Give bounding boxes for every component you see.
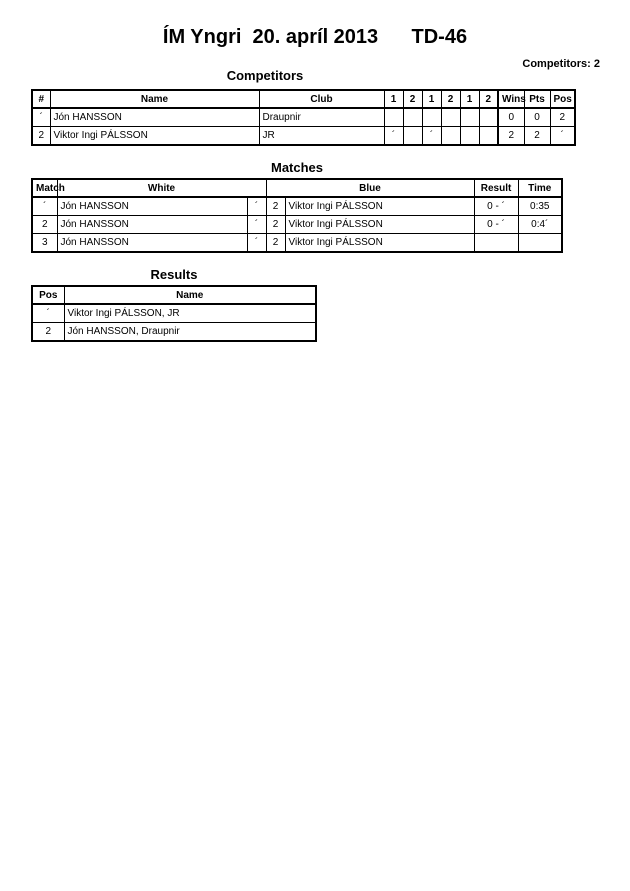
competitor-pts: 0 xyxy=(524,108,550,127)
col-round: 2 xyxy=(479,90,498,108)
competitor-name: Jón HANSSON xyxy=(50,108,259,127)
white-num: ´ xyxy=(247,216,266,234)
result-name: Jón HANSSON, Draupnir xyxy=(64,323,316,342)
blue-num: 2 xyxy=(266,197,285,216)
col-name: Name xyxy=(64,286,316,304)
match-time: 0:4´ xyxy=(518,216,562,234)
round-cell xyxy=(460,127,479,146)
white-num: ´ xyxy=(247,234,266,253)
round-cell xyxy=(403,108,422,127)
matches-header-row xyxy=(32,179,562,197)
round-cell xyxy=(479,108,498,127)
competitor-num: 2 xyxy=(32,127,50,146)
col-round: 1 xyxy=(384,90,403,108)
match-num: 3 xyxy=(32,234,57,253)
col-club: Club xyxy=(259,90,384,108)
col-blue: Blue xyxy=(266,179,474,197)
competitor-num: ´ xyxy=(32,108,50,127)
col-match: Match xyxy=(32,179,57,197)
table-row xyxy=(32,304,316,323)
round-cell xyxy=(441,127,460,146)
match-time xyxy=(518,234,562,253)
results-header-row xyxy=(32,286,316,304)
white-num: ´ xyxy=(247,197,266,216)
blue-name: Viktor Ingi PÁLSSON xyxy=(285,197,474,216)
col-pos: Pos xyxy=(32,286,64,304)
col-round: 2 xyxy=(403,90,422,108)
match-result: 0 - ´ xyxy=(474,197,518,216)
white-name: Jón HANSSON xyxy=(57,216,247,234)
blue-name: Viktor Ingi PÁLSSON xyxy=(285,216,474,234)
round-cell xyxy=(403,127,422,146)
round-cell xyxy=(479,127,498,146)
col-result: Result xyxy=(474,179,518,197)
competitors-count: Competitors: 2 xyxy=(522,58,600,70)
competitor-club: JR xyxy=(259,127,384,146)
competitor-wins: 0 xyxy=(498,108,524,127)
round-cell: ´ xyxy=(384,127,403,146)
round-cell xyxy=(441,108,460,127)
col-pos: Pos xyxy=(550,90,575,108)
competitors-table xyxy=(31,89,576,146)
col-time: Time xyxy=(518,179,562,197)
page-title: ÍM Yngri 20. apríl 2013 TD-46 xyxy=(162,26,468,48)
col-round: 2 xyxy=(441,90,460,108)
white-name: Jón HANSSON xyxy=(57,234,247,253)
match-result xyxy=(474,234,518,253)
col-round: 1 xyxy=(422,90,441,108)
competitors-heading: Competitors xyxy=(226,68,304,83)
matches-heading: Matches xyxy=(270,160,324,175)
competitor-pts: 2 xyxy=(524,127,550,146)
results-heading: Results xyxy=(150,267,198,282)
col-round: 1 xyxy=(460,90,479,108)
match-time: 0:35 xyxy=(518,197,562,216)
white-name: Jón HANSSON xyxy=(57,197,247,216)
blue-name: Viktor Ingi PÁLSSON xyxy=(285,234,474,253)
table-row xyxy=(32,234,562,253)
table-row xyxy=(32,108,575,127)
table-row xyxy=(32,127,575,146)
blue-num: 2 xyxy=(266,216,285,234)
table-row xyxy=(32,323,316,342)
col-wins: Wins xyxy=(498,90,524,108)
round-cell xyxy=(384,108,403,127)
blue-num: 2 xyxy=(266,234,285,253)
table-row xyxy=(32,197,562,216)
match-num: 2 xyxy=(32,216,57,234)
results-table xyxy=(31,285,317,342)
competitors-header-row xyxy=(32,90,575,108)
competitor-pos: ´ xyxy=(550,127,575,146)
round-cell: ´ xyxy=(422,127,441,146)
match-result: 0 - ´ xyxy=(474,216,518,234)
result-name: Viktor Ingi PÁLSSON, JR xyxy=(64,304,316,323)
result-pos: 2 xyxy=(32,323,64,342)
competitor-pos: 2 xyxy=(550,108,575,127)
round-cell xyxy=(422,108,441,127)
competitor-name: Viktor Ingi PÁLSSON xyxy=(50,127,259,146)
col-pts: Pts xyxy=(524,90,550,108)
col-white: White xyxy=(57,179,266,197)
table-row xyxy=(32,216,562,234)
round-cell xyxy=(460,108,479,127)
col-name: Name xyxy=(50,90,259,108)
result-pos: ´ xyxy=(32,304,64,323)
col-num: # xyxy=(32,90,50,108)
competitor-wins: 2 xyxy=(498,127,524,146)
matches-table xyxy=(31,178,563,253)
competitor-club: Draupnir xyxy=(259,108,384,127)
match-num: ´ xyxy=(32,197,57,216)
